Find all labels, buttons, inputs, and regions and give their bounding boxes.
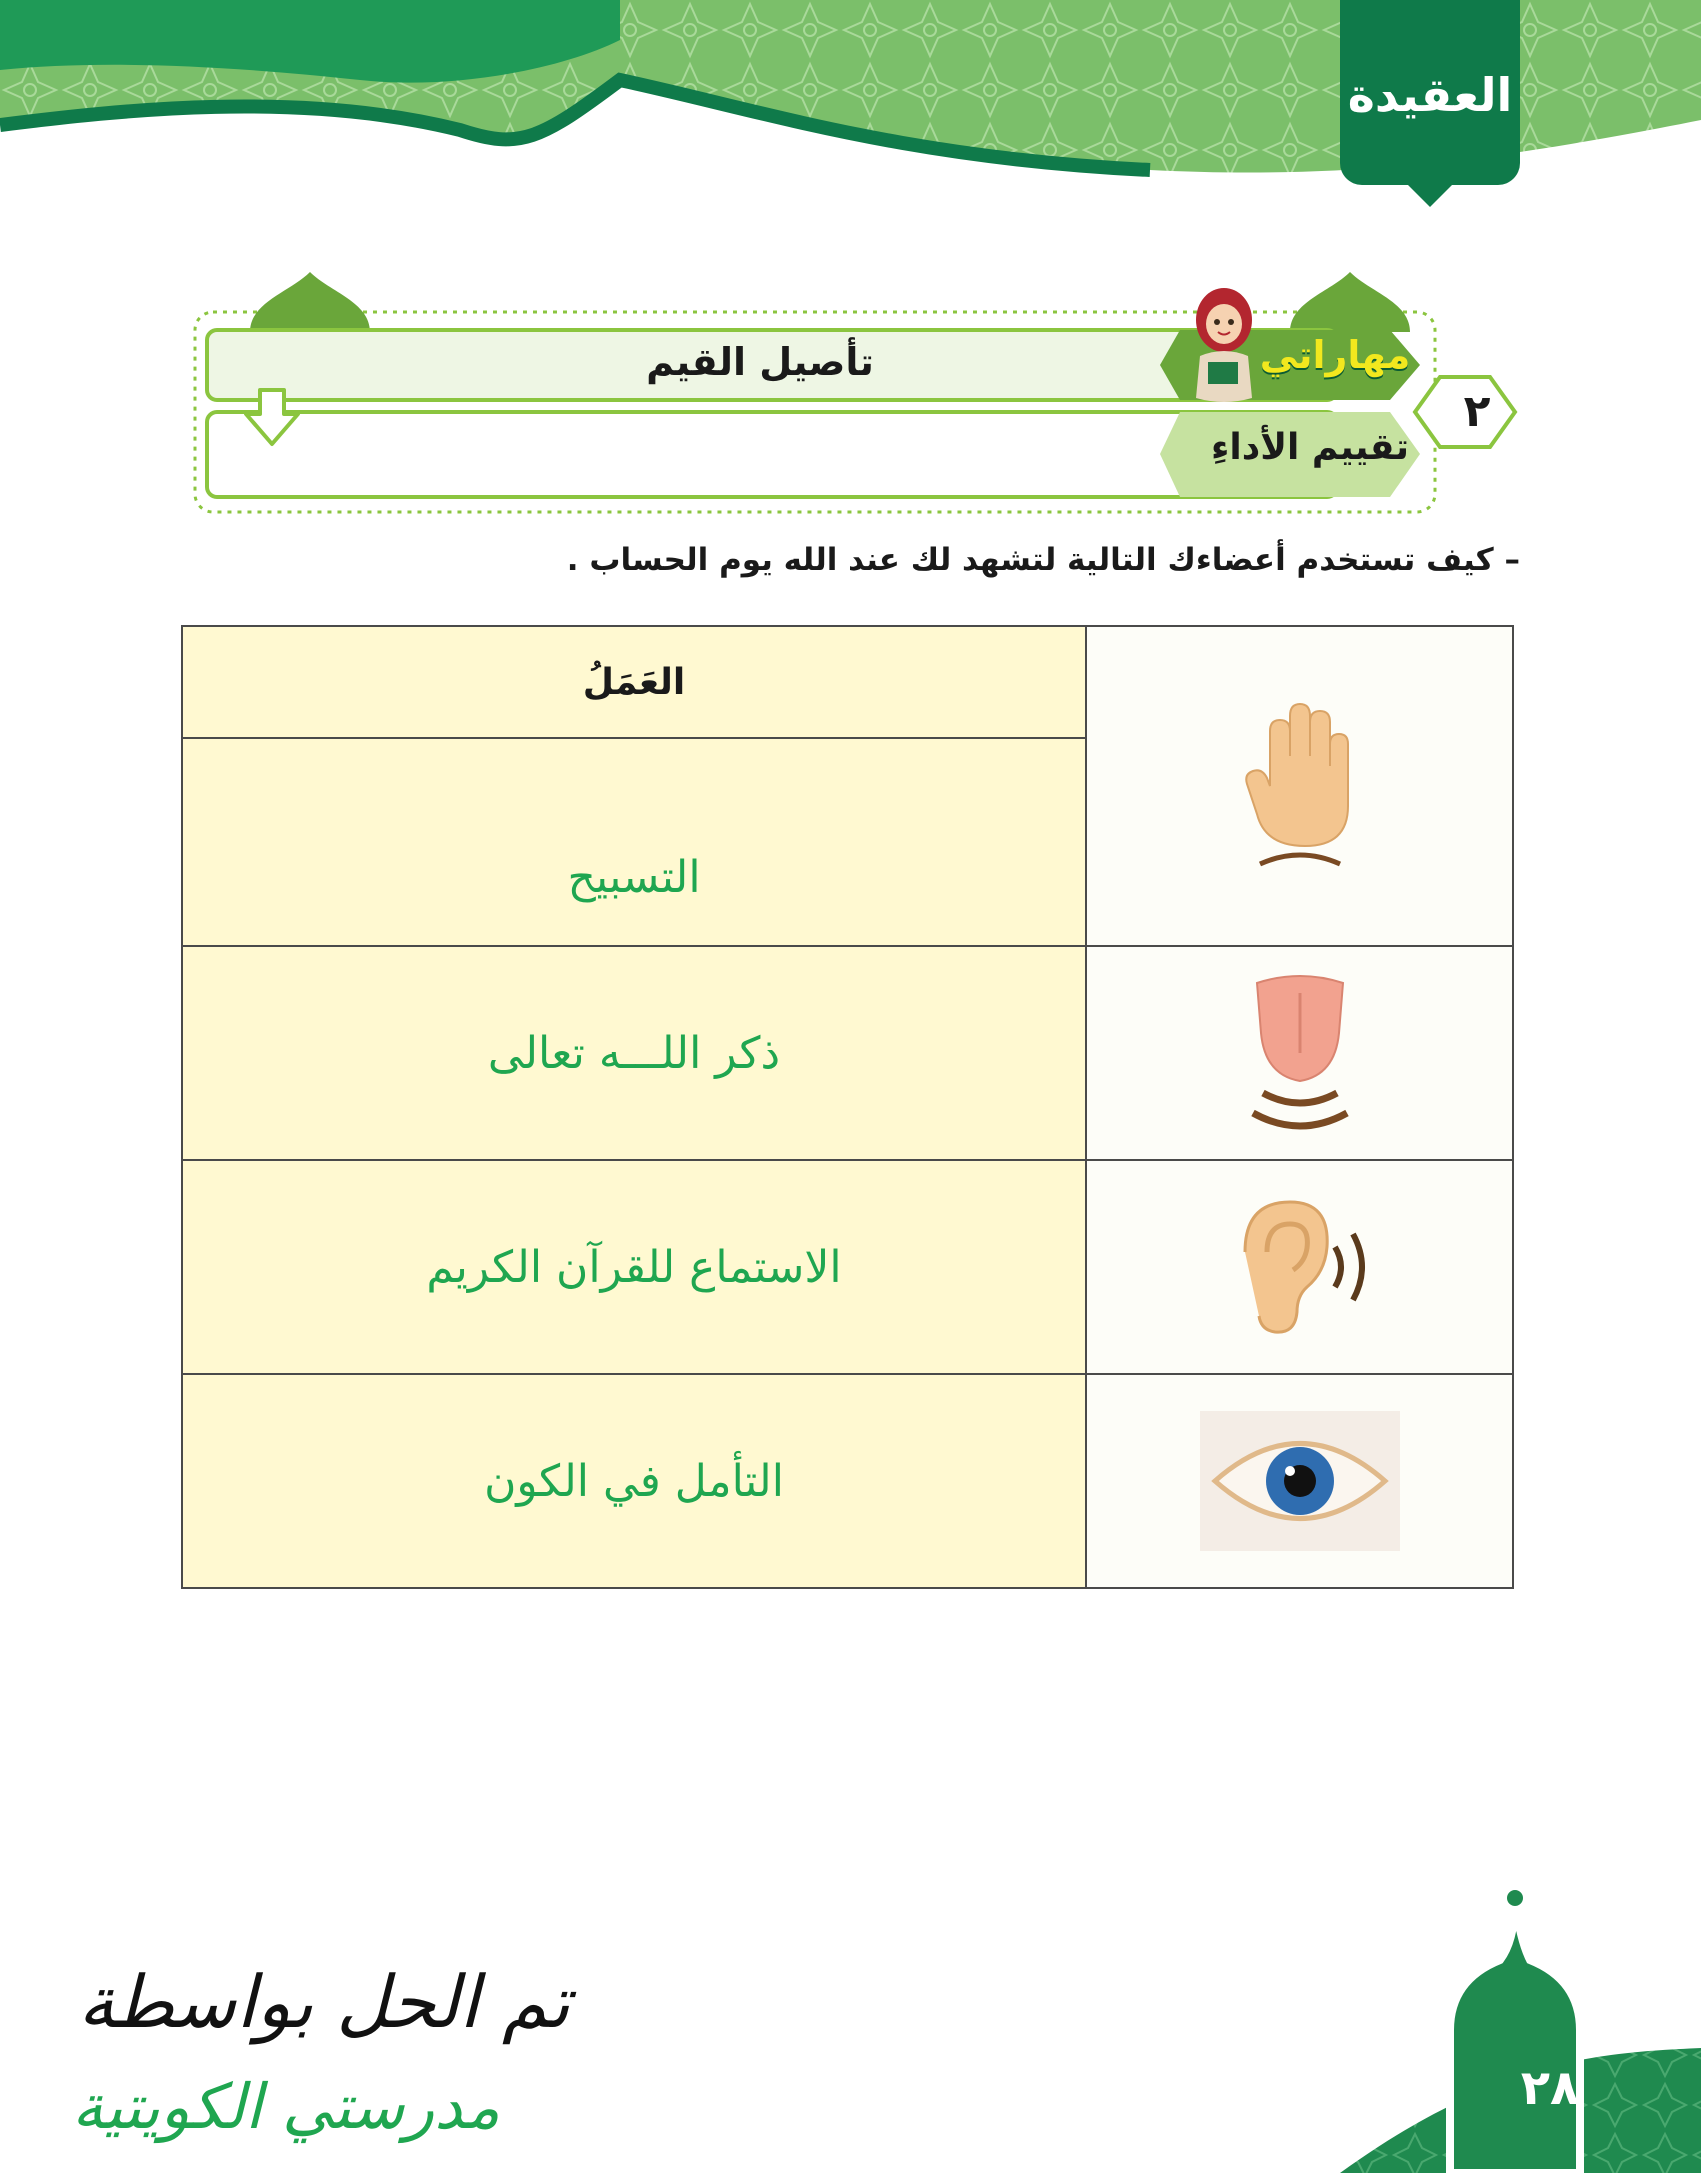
organ-image-cell [1086,946,1513,1160]
answer-cell: ذكر اللـــه تعالى [182,946,1086,1160]
table-row [182,1160,1513,1374]
organ-image-cell [1086,1160,1513,1374]
page-number: ٢٨ [1520,2060,1580,2116]
table-row [182,626,1513,738]
skills-label: مهاراتي [1259,333,1411,377]
answer-cell: التأمل في الكون [182,1374,1086,1588]
values-title: تأصيل القيم [646,340,874,384]
subject-title: العقيدة [1347,68,1513,122]
organ-image-cell [1086,1374,1513,1588]
organ-image-cell [1086,626,1513,946]
eye-icon [1200,1411,1400,1551]
hand-icon [1235,696,1365,876]
answer-cell: الاستماع للقرآن الكريم [182,1160,1086,1374]
solver-name-text: مدرستي الكويتية [71,2070,500,2143]
answer-cell: التسبيح [182,738,1086,946]
table-row [182,1374,1513,1588]
section-header-frame [190,262,1530,522]
girl-reading-icon [1188,286,1260,406]
assessment-label: تقييم الأداءِ [1211,427,1409,468]
ear-icon [1215,1192,1385,1342]
table-row [182,946,1513,1160]
down-arrow-icon [244,388,300,448]
organs-table [181,625,1514,1589]
section-number: ٢ [1463,386,1491,437]
footer-decoration [1340,1880,1701,2173]
solved-by-text: تم الحل بواسطة [78,1960,570,2044]
question-text: – كيف تستخدم أعضاءك التالية لتشهد لك عند الله يوم الحساب . [566,542,1520,578]
table-header-action: العَمَلُ [182,626,1086,738]
tongue-icon [1235,963,1365,1143]
